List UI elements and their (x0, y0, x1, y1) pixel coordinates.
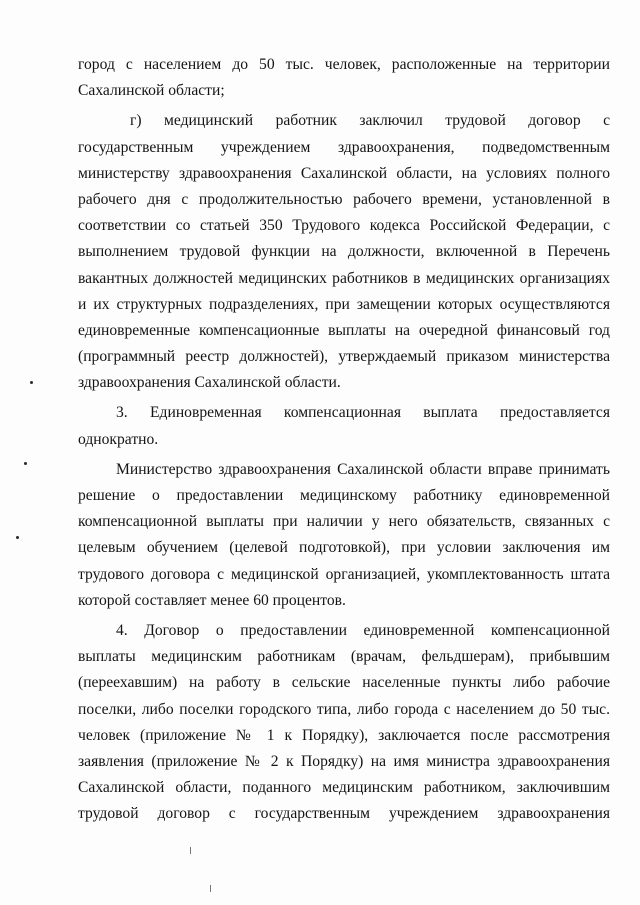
text-line: 4. Договор о предоставлении единовременной компенсационной (116, 621, 610, 639)
text-line: Министерство здравоохранения Сахалинской области вправе принимать (116, 460, 610, 478)
text-line: Сахалинской области, поданного медицинским работником, заключившим (78, 779, 610, 797)
text-line: выплаты медицинским работникам (врачам, фельдшерам), прибывшим (78, 648, 610, 666)
text-line: Сахалинской области; (78, 82, 225, 100)
text-line: которой составляет менее 60 процентов. (78, 591, 346, 609)
text-line: заявления (приложение № 2 к Порядку) на имя министра здравоохранения (78, 752, 610, 770)
text-line: государственным учреждением здравоохранения, подведомственным (78, 138, 610, 156)
text-line: трудовой договор с государственным учреждением здравоохранения (78, 805, 610, 823)
text-line: и их структурных подразделениях, при замещении которых осуществляются (78, 295, 610, 313)
text-line: г) медицинский работник заключил трудовой договор с (130, 112, 610, 130)
scan-speck (16, 536, 19, 539)
scan-mark (190, 847, 191, 854)
scan-mark (210, 885, 211, 892)
document-body (78, 52, 610, 827)
text-line: решение о предоставлении медицинскому работнику единовременной (78, 487, 610, 504)
text-line: поселки, либо поселки городского типа, либо города с населением до 50 тыс. (78, 700, 610, 718)
scan-speck (30, 381, 33, 384)
text-line: компенсационной выплаты при наличии у него обязательств, связанных с (78, 513, 610, 531)
text-line: 3. Единовременная компенсационная выплата предоставляется (116, 404, 610, 422)
text-line: министерству здравоохранения Сахалинской области, на условиях полного (78, 164, 610, 182)
text-line: рабочего дня с продолжительностью рабочего времени, установленной в (78, 190, 610, 208)
text-line: соответствии со статьей 350 Трудового кодекса Российской Федерации, с (78, 217, 610, 235)
text-line: город с населением до 50 тыс. человек, расположенные на территории (78, 56, 610, 73)
text-line: (программный реестр должностей), утверждаемый приказом министерства (78, 348, 610, 366)
text-line: целевым обучением (целевой подготовкой), при условии заключения им (78, 539, 610, 557)
scan-speck (24, 462, 27, 465)
text-line: вакантных должностей медицинских работников в медицинских организациях (78, 269, 610, 287)
text-line: единовременные компенсационные выплаты на очередной финансовый год (78, 321, 610, 339)
text-line: человек (приложение № 1 к Порядку), заключается после рассмотрения (78, 726, 610, 744)
text-line: выполнением трудовой функции на должности, включенной в Перечень (78, 243, 610, 261)
text-line: здравоохранения Сахалинской области. (78, 374, 341, 392)
text-line: трудового договора с медицинской организацией, укомплектованность штата (78, 565, 610, 583)
text-line: (переехавшим) на работу в сельские населенные пункты либо рабочие (78, 674, 610, 692)
text-line: однократно. (78, 430, 159, 448)
